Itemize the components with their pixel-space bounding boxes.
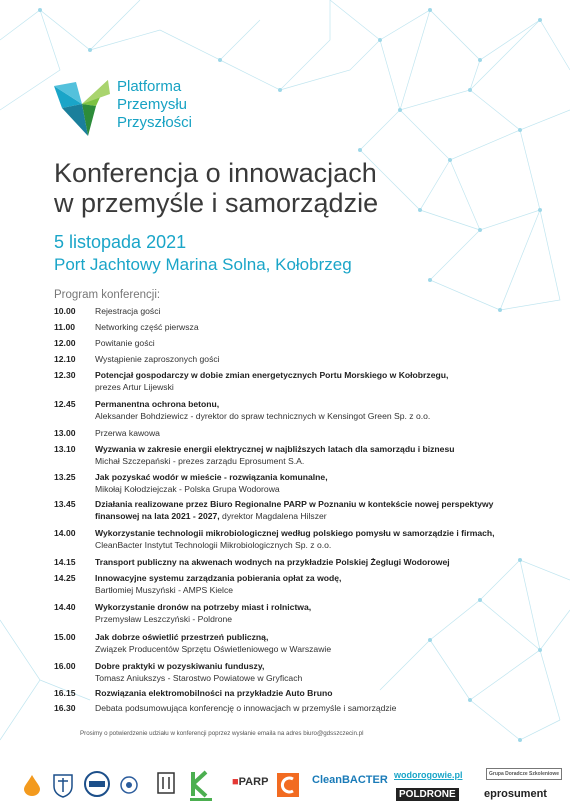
agenda-text: Związek Producentów Sprzętu Oświetleniowego w Warszawie	[95, 643, 332, 654]
agenda-text: Rejestracja gości	[95, 306, 161, 316]
crest-logo-icon	[52, 772, 74, 798]
event-date: 5 listopada 2021	[54, 232, 187, 252]
training-group-logo: Grupa Doradcze Szkoleniowe	[486, 768, 562, 780]
platform-logo	[52, 78, 202, 142]
logo-line-2: Przemysłu	[117, 96, 188, 113]
agenda-text: prezes Artur Lijewski	[95, 381, 174, 392]
agenda-title: Dobre praktyki w pozyskiwaniu funduszy,	[95, 661, 265, 671]
agenda-time: 16.30	[54, 703, 76, 713]
agenda-text: Debata podsumowująca konferencję o innowacjach w przemyśle i samorządzie	[95, 703, 397, 713]
logo-line-3: Przyszłości	[117, 114, 193, 131]
rsvp-note: Prosimy o potwierdzenie udziału w konferencji poprzez wysłanie emaila na adres biuro@gdsszczecin.pl	[80, 730, 364, 737]
agenda-time: 15.00	[54, 632, 76, 642]
title-line-2: w przemyśle i samorządzie	[54, 188, 379, 218]
agenda-text: Networking część pierwsza	[95, 322, 199, 332]
agenda-title: Permanentna ochrona betonu,	[95, 399, 220, 409]
agenda-time: 12.45	[54, 399, 76, 409]
cleanbacter-logo: CleanBACTER	[312, 774, 388, 786]
agenda-text: Przerwa kawowa	[95, 428, 160, 438]
agenda-title: Transport publiczny na akwenach wodnych na przykładzie Polskiej Żeglugi Wodorowej	[95, 557, 450, 567]
poldrone-logo: POLDRONE	[396, 788, 459, 801]
agenda-title: Jak dobrze oświetlić przestrzeń publiczną,	[95, 632, 269, 642]
agenda-time: 13.00	[54, 428, 76, 438]
agenda-time: 13.10	[54, 444, 76, 454]
agenda-time: 12.30	[54, 370, 76, 380]
agenda-text: Mikołaj Kołodziejczak - Polska Grupa Wodorowa	[95, 483, 280, 494]
agenda-time: 16.00	[54, 661, 76, 671]
event-place: Port Jachtowy Marina Solna, Kołobrzeg	[54, 255, 352, 274]
agenda-time: 11.00	[54, 322, 76, 332]
agenda-text: Przemysław Leszczyński - Poldrone	[95, 613, 233, 624]
parp-logo-text: PARP	[238, 776, 269, 788]
agenda-time: 14.25	[54, 573, 76, 583]
agenda-title: Innowacyjne systemu zarządzania pobierania opłat za wodę,	[95, 573, 342, 583]
agenda-time: 12.10	[54, 354, 76, 364]
agenda-title: Rozwiązania elektromobilności na przykładzie Auto Bruno	[95, 688, 333, 698]
wodorowe-logo: wodorogowie.pl	[394, 770, 463, 780]
butterfly-logo-icon	[52, 78, 112, 138]
program-heading: Program konferencji:	[54, 289, 161, 301]
agenda-text: Wystąpienie zaproszonych gości	[95, 354, 220, 364]
agenda-text: Aleksander Bohdziewicz - dyrektor do spraw technicznych w Kensingot Green Sp. z o.o.	[95, 410, 431, 421]
eprosument-logo: eprosument	[484, 788, 547, 800]
agenda-time: 13.25	[54, 472, 76, 482]
agenda-text: Tomasz Aniukszys - Starostwo Powiatowe w Gryficach	[95, 672, 303, 683]
sponsor-logos	[0, 764, 570, 807]
parp-logo: ■PARP	[232, 776, 269, 788]
page-title	[54, 158, 378, 218]
agenda-text: CleanBacter Instytut Technologii Mikrobiologicznych Sp. z o.o.	[95, 539, 332, 550]
agenda-text: Michał Szczepański - prezes zarządu Eprosument S.A.	[95, 455, 305, 466]
agenda-text: Powitanie gości	[95, 338, 155, 348]
agenda-title: Wyzwania w zakresie energii elektrycznej w najbliższych latach dla samorządu i biznesu	[95, 444, 455, 454]
agenda-time: 13.45	[54, 499, 76, 509]
badge-logo-icon	[84, 770, 110, 798]
agenda-title: Działania realizowane przez Biuro Regionalne PARP w Poznaniu w kontekście nowej perspektywy finansowej na lata 2021 - 2027,	[95, 499, 494, 521]
seal-logo-icon	[120, 774, 138, 796]
agenda-text: dyrektor Magdalena Hilszer	[219, 510, 327, 521]
agenda-time: 16.15	[54, 688, 76, 698]
agenda-title: Jak pozyskać wodór w mieście - rozwiązania komunalne,	[95, 472, 328, 482]
drop-logo-icon	[22, 774, 42, 796]
agenda-title: Potencjał gospodarczy w dobie zmian energetycznych Portu Morskiego w Kołobrzegu,	[95, 370, 449, 380]
agenda-text: Bartłomiej Muszyński - AMPS Kielce	[95, 584, 234, 595]
logo-line-1: Platforma	[117, 78, 182, 95]
column-logo-icon	[155, 770, 177, 800]
agenda-time: 10.00	[54, 306, 76, 316]
green-k-logo-icon	[188, 770, 214, 802]
agenda-title: Wykorzystanie technologii mikrobiologicznej według polskiego pomysłu w samorządzie i firmach,	[95, 528, 495, 538]
orange-c-logo-icon	[276, 772, 300, 798]
agenda-time: 14.15	[54, 557, 76, 567]
agenda-time: 14.40	[54, 602, 76, 612]
agenda-time: 14.00	[54, 528, 76, 538]
agenda-time: 12.00	[54, 338, 76, 348]
agenda-title: Wykorzystanie dronów na potrzeby miast i rolnictwa,	[95, 602, 312, 612]
title-line-1: Konferencja o innowacjach	[54, 158, 377, 188]
